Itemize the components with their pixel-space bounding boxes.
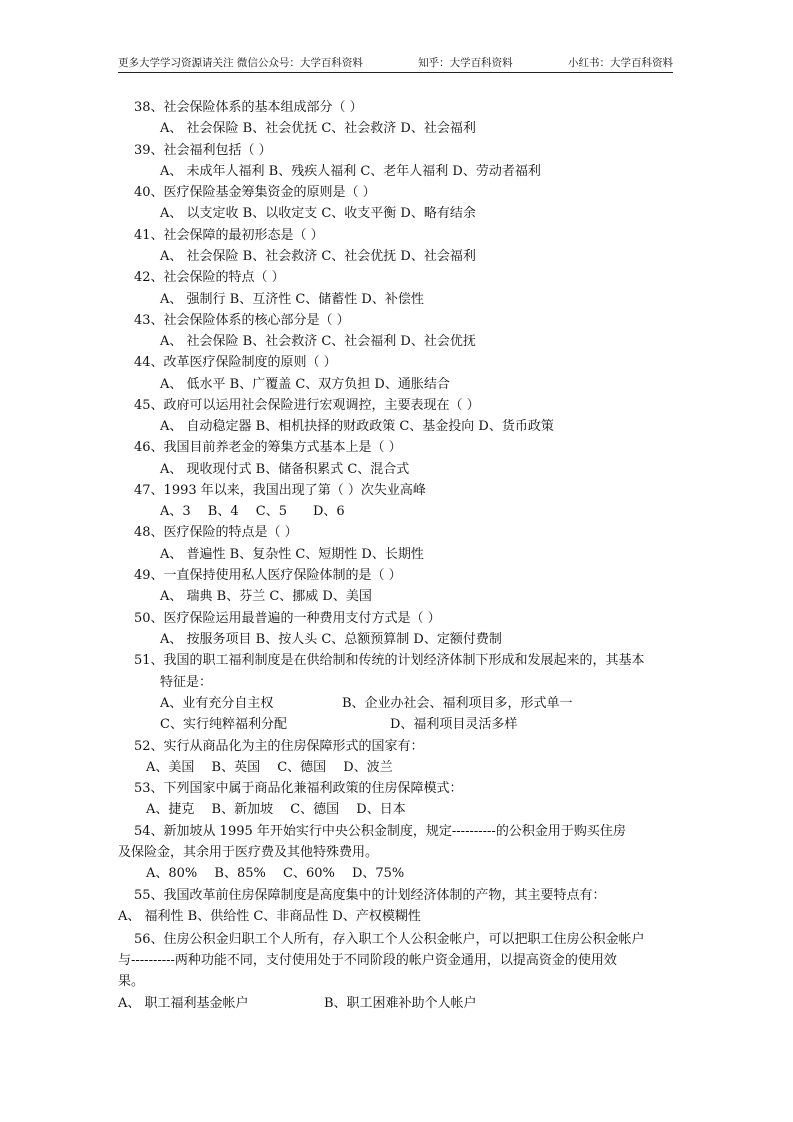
- question-53: 53、下列国家中属于商品化兼福利政策的住房保障模式：: [134, 781, 463, 796]
- options-44: A、 低水平 B、广覆盖 C、双方负担 D、通胀结合: [160, 377, 450, 392]
- options-50: A、 按服务项目 B、按人头 C、总额预算制 D、定额付费制: [160, 632, 502, 647]
- options-55: A、 福利性 B、供给性 C、非商品性 D、产权模糊性: [118, 909, 421, 924]
- options-40: A、 以支定收 B、以收定支 C、收支平衡 D、略有结余: [160, 206, 476, 221]
- question-55: 55、我国改革前住房保障制度是高度集中的计划经济体制的产物，其主要特点有：: [134, 888, 606, 903]
- question-41: 41、社会保障的最初形态是（ ）: [134, 228, 324, 243]
- question-40: 40、医疗保险基金筹集资金的原则是（ ）: [134, 185, 376, 200]
- options-39: A、 未成年人福利 B、残疾人福利 C、老年人福利 D、劳动者福利: [160, 164, 541, 179]
- option-56-a: A、 职工福利基金帐户: [118, 996, 249, 1011]
- options-47: A、3 B、4 C、5 D、6: [160, 504, 345, 519]
- header-wechat-note: 更多大学学习资源请关注 微信公众号：大学百科资料: [118, 57, 363, 69]
- options-46: A、 现收现付式 B、储备积累式 C、混合式: [160, 462, 410, 477]
- question-51-continued: 特征是：: [160, 675, 213, 690]
- question-52: 52、实行从商品化为主的住房保障形式的国家有：: [134, 739, 424, 754]
- question-45: 45、政府可以运用社会保险进行宏观调控，主要表现在（ ）: [134, 398, 480, 413]
- question-56-end: 果。: [118, 974, 145, 989]
- option-51-c: C、实行纯粹福利分配: [160, 717, 287, 732]
- question-54-continued: 及保险金，其余用于医疗费及其他特殊费用。: [118, 845, 379, 860]
- options-43: A、 社会保险 B、社会救济 C、社会福利 D、社会优抚: [160, 334, 476, 349]
- options-48: A、 普遍性 B、复杂性 C、短期性 D、长期性: [160, 547, 424, 562]
- options-53: A、捷克 B、新加坡 C、德国 D、日本: [146, 802, 406, 817]
- question-48: 48、医疗保险的特点是（ ）: [134, 525, 298, 540]
- question-46: 46、我国目前养老金的筹集方式基本上是（ ）: [134, 440, 402, 455]
- options-41: A、 社会保险 B、社会救济 C、社会优抚 D、社会福利: [160, 249, 476, 264]
- question-56: 56、住房公积金归职工个人所有，存入职工个人公积金帐户，可以把职工住房公积金帐户: [134, 932, 645, 947]
- question-43: 43、社会保险体系的核心部分是（ ）: [134, 313, 350, 328]
- question-50: 50、医疗保险运用最普遍的一种费用支付方式是（ ）: [134, 611, 441, 626]
- question-51: 51、我国的职工福利制度是在供给制和传统的计划经济体制下形成和发展起来的，其基本: [134, 653, 645, 668]
- option-56-b: B、职工困难补助个人帐户: [324, 996, 477, 1011]
- question-47: 47、1993 年以来，我国出现了第（ ）次失业高峰: [134, 483, 426, 498]
- options-49: A、 瑞典 B、芬兰 C、挪威 D、美国: [160, 589, 372, 604]
- option-51-a: A、业有充分自主权: [160, 696, 274, 711]
- question-38: 38、社会保险体系的基本组成部分（ ）: [134, 100, 363, 115]
- question-42: 42、社会保险的特点（ ）: [134, 270, 285, 285]
- question-39: 39、社会福利包括（ ）: [134, 143, 272, 158]
- question-54: 54、新加坡从 1995 年开始实行中央公积金制度，规定----------的公积金用于购买住房: [134, 824, 626, 839]
- options-52: A、美国 B、英国 C、德国 D、波兰: [146, 760, 393, 775]
- options-38: A、 社会保险 B、社会优抚 C、社会救济 D、社会福利: [160, 121, 476, 136]
- question-56-continued: 与----------两种功能不同，支付使用处于不同阶段的帐户资金通用，以提高资金的使用效: [118, 953, 617, 968]
- header-xiaohongshu-note: 小红书：大学百科资料: [568, 57, 673, 69]
- options-42: A、 强制行 B、互济性 C、储蓄性 D、补偿性: [160, 292, 424, 307]
- options-45: A、 自动稳定器 B、相机抉择的财政政策 C、基金投向 D、货币政策: [160, 419, 554, 434]
- header-zhihu-note: 知乎：大学百科资料: [418, 57, 513, 69]
- options-54: A、80% B、85% C、60% D、75%: [146, 866, 405, 881]
- question-49: 49、一直保持使用私人医疗保险体制的是（ ）: [134, 568, 402, 583]
- option-51-d: D、福利项目灵活多样: [390, 717, 518, 732]
- question-44: 44、改革医疗保险制度的原则（ ）: [134, 355, 337, 370]
- option-51-b: B、企业办社会、福利项目多，形式单一: [342, 696, 573, 711]
